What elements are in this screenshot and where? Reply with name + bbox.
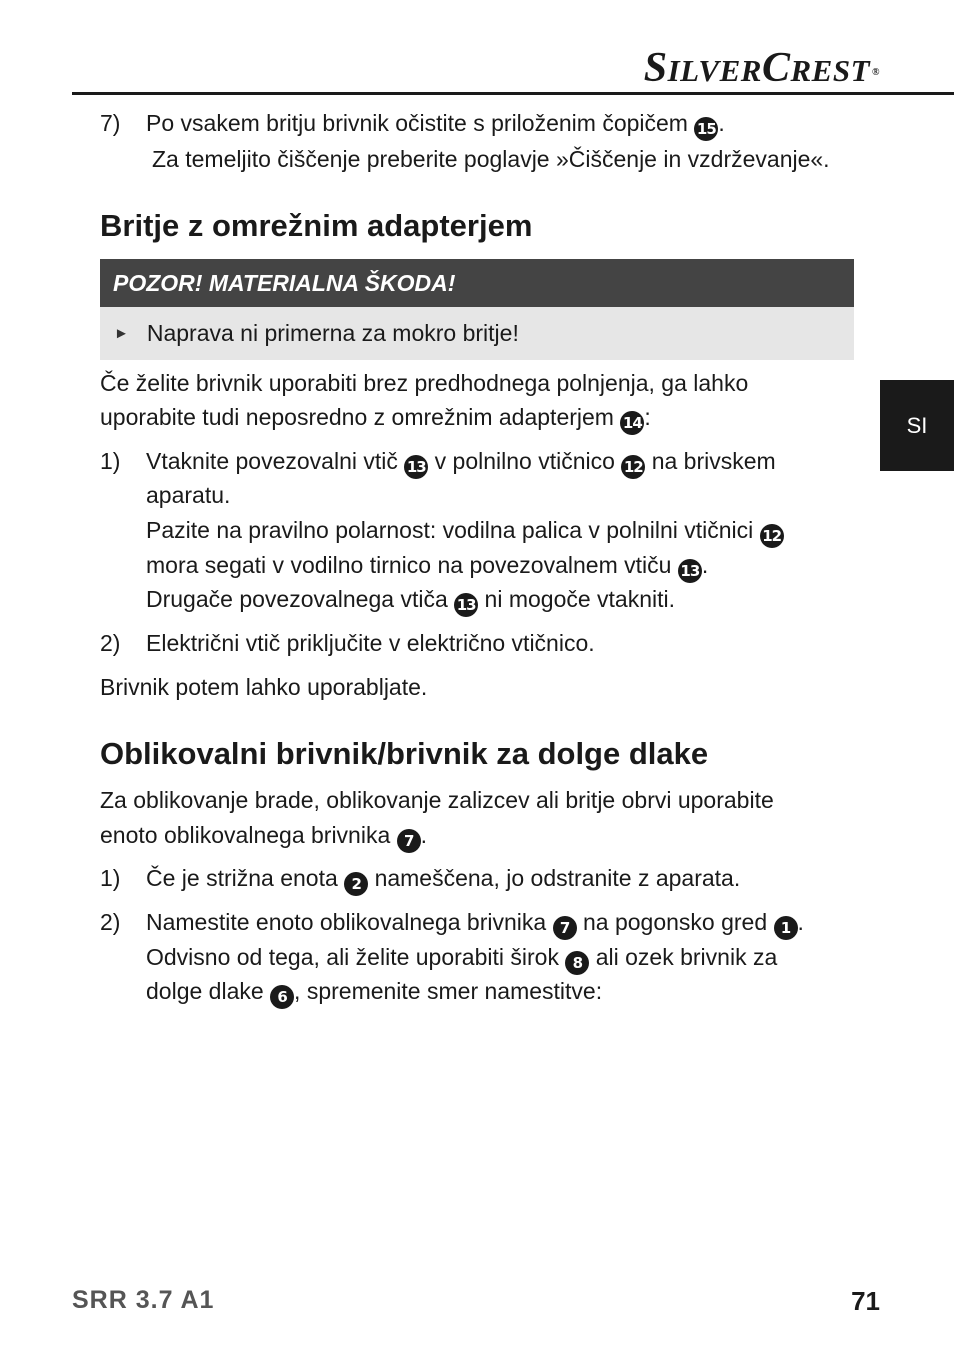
step-number: 1) [100, 865, 121, 891]
warning-box [100, 307, 854, 360]
step-text: Odvisno od tega, ali želite uporabiti širok 8 ali ozek brivnik za [146, 940, 777, 975]
callout-12: 12 [760, 524, 784, 548]
bullet-arrow-icon: ► [114, 325, 129, 342]
step-text: Če je strižna enota 2 nameščena, jo odstranite z aparata. [146, 861, 740, 896]
callout-7: 7 [553, 916, 577, 940]
step-number: 2) [100, 630, 121, 656]
step-note: Za temeljito čiščenje preberite poglavje »Čiščenje in vzdrževanje«. [152, 146, 830, 172]
warning-text: Naprava ni primerna za mokro britje! [146, 320, 519, 346]
callout-7: 7 [397, 829, 421, 853]
brand-logo: SILVERCREST ® [643, 45, 880, 91]
step-text: Električni vtič priključite v električno vtičnico. [146, 630, 595, 656]
callout-12: 12 [621, 455, 645, 479]
step-text: Drugače povezovalnega vtiča 13 ni mogoče vtakniti. [146, 582, 675, 617]
callout-1: 1 [774, 916, 798, 940]
paragraph: Brivnik potem lahko uporabljate. [100, 674, 428, 700]
section-heading: Britje z omrežnim adapterjem [100, 208, 533, 243]
language-tab: SI [880, 380, 954, 471]
paragraph: uporabite tudi neposredno z omrežnim adapterjem 14 : [100, 400, 651, 435]
callout-14: 14 [620, 411, 644, 435]
step-number: 7) [100, 110, 121, 136]
step-text: Po vsakem britju brivnik očistite s priloženim čopičem 15 . [146, 106, 725, 141]
step-text: Vtaknite povezovalni vtič 13 v polnilno vtičnico 12 na brivskem [146, 444, 776, 479]
paragraph: Če želite brivnik uporabiti brez predhodnega polnjenja, ga lahko [100, 370, 749, 396]
model-number: SRR 3.7 A1 [72, 1286, 215, 1314]
callout-6: 6 [270, 985, 294, 1009]
callout-13: 13 [454, 593, 478, 617]
step-text: Pazite na pravilno polarnost: vodilna palica v polnilni vtičnici 12 [146, 513, 784, 548]
paragraph: enoto oblikovalnega brivnika 7 . [100, 818, 427, 853]
callout-15: 15 [694, 117, 718, 141]
paragraph: Za oblikovanje brade, oblikovanje zalizcev ali britje obrvi uporabite [100, 787, 774, 813]
header-divider [72, 92, 954, 95]
warning-title: POZOR! MATERIALNA ŠKODA! [100, 259, 854, 307]
callout-8: 8 [565, 951, 589, 975]
step-text: aparatu. [146, 482, 231, 508]
step-text: mora segati v vodilno tirnico na povezovalnem vtiču 13 . [146, 548, 708, 583]
page-number: 71 [851, 1286, 880, 1316]
section-heading: Oblikovalni brivnik/brivnik za dolge dlake [100, 736, 709, 771]
step-text: dolge dlake 6 , spremenite smer namestitve: [146, 974, 602, 1009]
callout-13: 13 [404, 455, 428, 479]
callout-13: 13 [678, 559, 702, 583]
step-number: 2) [100, 909, 121, 935]
callout-2: 2 [344, 872, 368, 896]
step-text: Namestite enoto oblikovalnega brivnika 7 na pogonsko gred 1 . [146, 905, 804, 940]
step-number: 1) [100, 448, 121, 474]
